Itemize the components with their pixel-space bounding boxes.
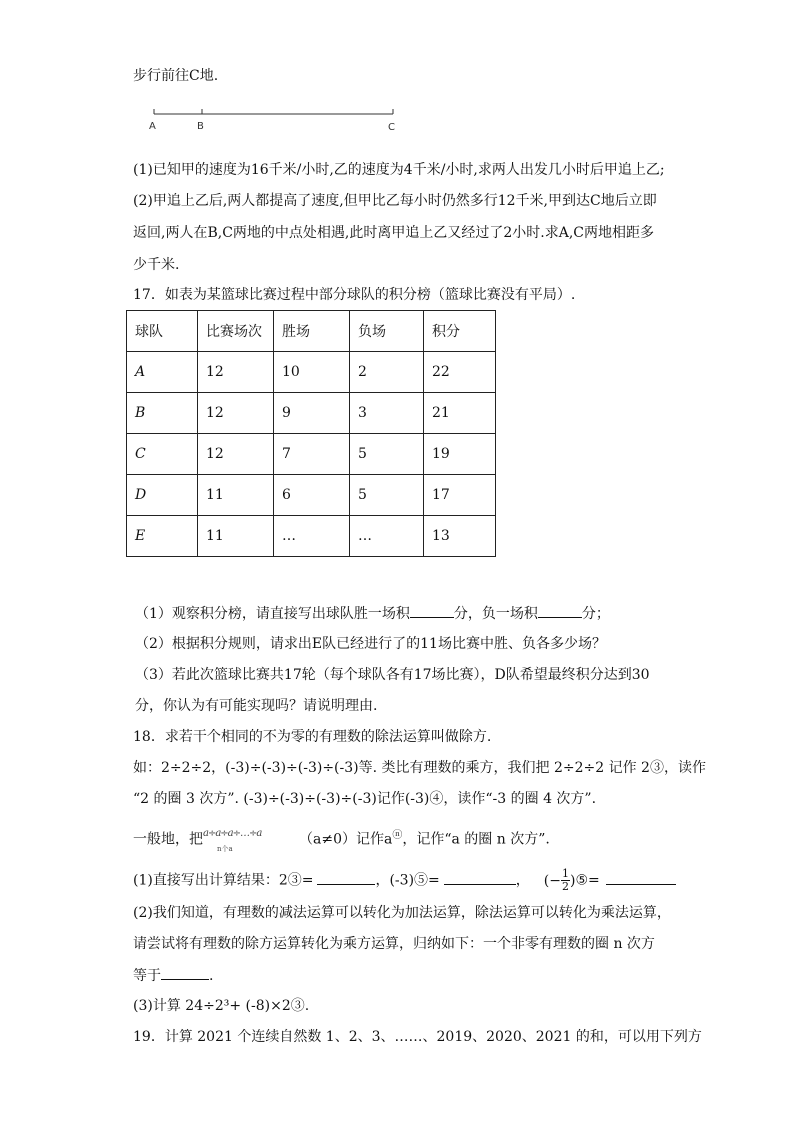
table-cell: 7 xyxy=(274,434,350,475)
table-cell: 11 xyxy=(198,475,274,516)
table-cell: … xyxy=(350,516,424,557)
header-cell: 积分 xyxy=(424,311,496,352)
answer-blank[interactable] xyxy=(161,965,209,980)
table-cell: 19 xyxy=(424,434,496,475)
q17-part2: （2）根据积分规则，请求出E队已经进行了的11场比赛中胜、负各多少场？ xyxy=(135,636,606,652)
q17-part1 xyxy=(135,603,675,624)
q18-part1-text: ， xyxy=(515,872,530,889)
q17-part3-line2: 分，你认为有可能实现吗？请说明理由. xyxy=(135,698,378,714)
answer-blank[interactable] xyxy=(410,603,454,618)
q18-part2-line3 xyxy=(133,965,673,986)
standings-table xyxy=(126,310,496,557)
fraction-numerator: 1 xyxy=(561,867,569,880)
team-cell: E xyxy=(127,516,198,557)
table-cell: … xyxy=(274,516,350,557)
q18-part1-text: (1)直接写出计算结果：2③= xyxy=(133,872,314,889)
q17-part1-text: 分； xyxy=(581,606,610,622)
header-cell: 胜场 xyxy=(274,311,350,352)
formula-text: a÷a÷a÷…÷a xyxy=(203,828,262,839)
point-a-label: A xyxy=(149,121,156,132)
team-cell: D xyxy=(127,475,198,516)
garbled-formula xyxy=(203,826,299,853)
q18-part1-text: ⑤= xyxy=(575,872,600,889)
q18-general-text: 一般地，把 xyxy=(133,831,203,848)
q18-part1-text: ，(-3)⑤= xyxy=(375,872,440,889)
table-cell: 21 xyxy=(424,393,496,434)
q17-part1-text: （1）观察积分榜，请直接写出球队胜一场积 xyxy=(135,606,410,622)
table-cell: 9 xyxy=(274,393,350,434)
table-row xyxy=(127,434,496,475)
point-b-label: B xyxy=(197,121,204,132)
table-row xyxy=(127,516,496,557)
q18-general-line xyxy=(133,826,673,853)
table-cell: 17 xyxy=(424,475,496,516)
table-cell: 6 xyxy=(274,475,350,516)
table-cell: 12 xyxy=(198,352,274,393)
table-cell: 3 xyxy=(350,393,424,434)
q16-part2-line3: 少千米. xyxy=(133,257,180,273)
answer-blank[interactable] xyxy=(444,870,516,885)
fraction xyxy=(561,868,570,893)
answer-blank[interactable] xyxy=(606,870,676,885)
q18-example-line1: 如：2÷2÷2，(-3)÷(-3)÷(-3)÷(-3)等. 类比有理数的乘方，我们把 2÷2÷2 记作 2③，读作 xyxy=(133,760,706,776)
table-row xyxy=(127,352,496,393)
table-row xyxy=(127,393,496,434)
table-cell: 2 xyxy=(350,352,424,393)
table-cell: 22 xyxy=(424,352,496,393)
team-cell: B xyxy=(127,393,198,434)
header-cell: 比赛场次 xyxy=(198,311,274,352)
q18-part2-line2: 请尝试将有理数的除方运算转化为乘方运算，归纳如下：一个非零有理数的圈 n 次方 xyxy=(133,936,655,952)
q18-part1 xyxy=(133,868,673,893)
q16-part1: (1)已知甲的速度为16千米/小时,乙的速度为4千米/小时,求两人出发几小时后甲追上乙; xyxy=(133,162,665,178)
circled-n: ⓝ xyxy=(392,830,403,841)
q16-part2-line2: 返回,两人在B,C两地的中点处相遇,此时离甲追上乙又经过了2小时.求A,C两地相距多 xyxy=(133,225,654,241)
q18-part2-text: . xyxy=(209,968,214,984)
q18-example-line2: “2 的圈 3 次方”. (-3)÷(-3)÷(-3)÷(-3)记作(-3)④，读作“-3 的圈 4 次方”. xyxy=(133,791,597,807)
table-row xyxy=(127,475,496,516)
team-cell: A xyxy=(127,352,198,393)
q18-part2-line1: (2)我们知道，有理数的减法运算可以转化为加法运算，除法运算可以转化为乘法运算， xyxy=(133,905,671,921)
table-cell: 5 xyxy=(350,434,424,475)
table-cell: 10 xyxy=(274,352,350,393)
fraction-denominator: 2 xyxy=(561,880,569,893)
header-cell: 负场 xyxy=(350,311,424,352)
q18-general-text: （a≠0）记作a xyxy=(299,831,393,848)
q18-stem: 18．求若干个相同的不为零的有理数的除法运算叫做除方. xyxy=(133,729,492,745)
q17-part3-line1: （3）若此次篮球比赛共17轮（每个球队各有17场比赛），D队希望最终积分达到30 xyxy=(135,667,650,683)
team-cell: C xyxy=(127,434,198,475)
table-cell: 12 xyxy=(198,393,274,434)
table-cell: 12 xyxy=(198,434,274,475)
q18-general-text: ，记作“a 的圈 n 次方”. xyxy=(402,831,550,848)
answer-blank[interactable] xyxy=(317,870,375,885)
formula-subscript: n个a xyxy=(217,845,233,853)
table-cell: 5 xyxy=(350,475,424,516)
q17-stem: 17．如表为某篮球比赛过程中部分球队的积分榜（篮球比赛没有平局）. xyxy=(133,287,576,303)
q18-part3: (3)计算 24÷2³+ (-8)×2③. xyxy=(133,998,310,1014)
intro-line: 步行前往C地. xyxy=(133,68,219,84)
q19-stem: 19．计算 2021 个连续自然数 1、2、3、……、2019、2020、2021 的和，可以用下列方 xyxy=(133,1029,702,1045)
point-c-label: C xyxy=(388,122,395,133)
table-header-row xyxy=(127,311,496,352)
answer-blank[interactable] xyxy=(538,603,582,618)
neg-half-expr: (− $\frac{1}{2}$ ) xyxy=(543,867,576,893)
q17-part1-text: 分，负一场积 xyxy=(453,606,538,622)
segment-line xyxy=(148,106,398,120)
q16-part2-line1: (2)甲追上乙后,两人都提高了速度,但甲比乙每小时仍然多行12千米,甲到达C地后立即 xyxy=(133,193,657,209)
header-cell: 球队 xyxy=(127,311,198,352)
table-cell: 13 xyxy=(424,516,496,557)
q18-part2-text: 等于 xyxy=(133,968,161,984)
table-cell: 11 xyxy=(198,516,274,557)
